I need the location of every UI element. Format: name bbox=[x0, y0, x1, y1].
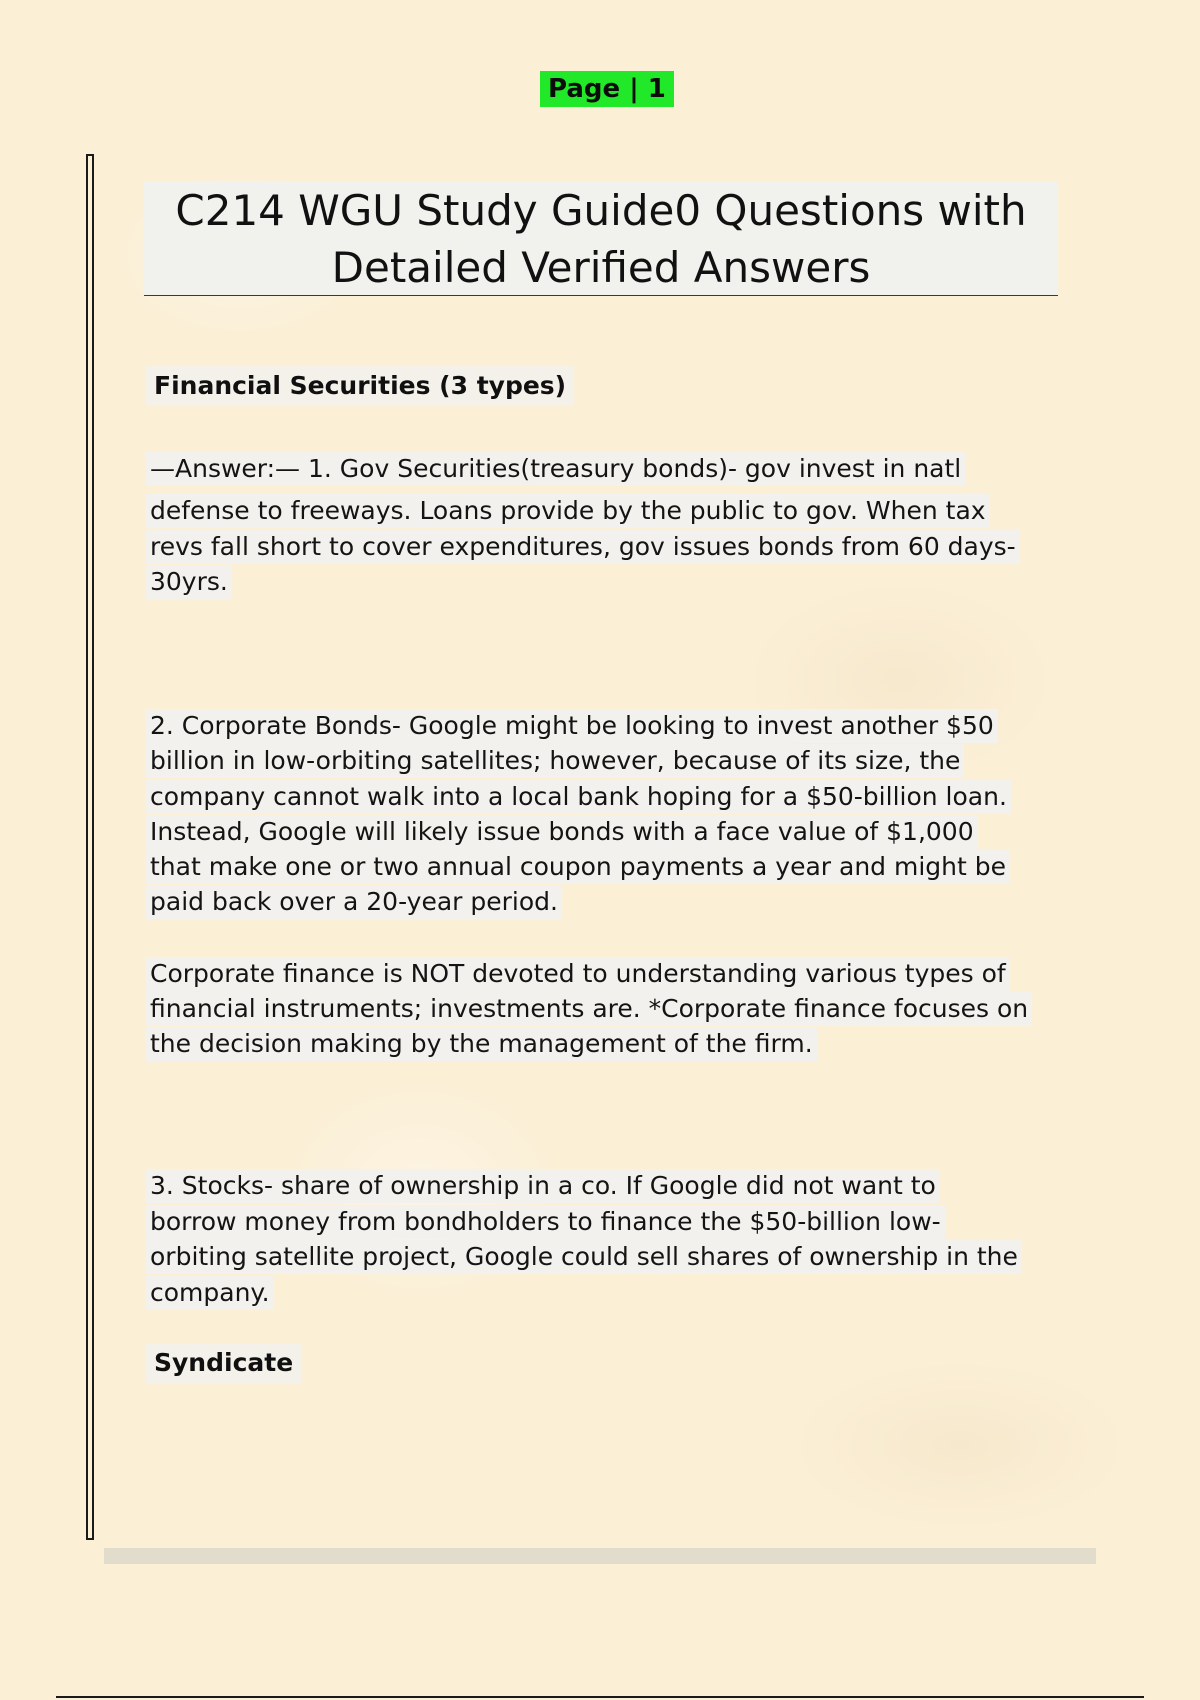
answer-line: financial instruments; investments are. *Corporate finance focuses on bbox=[146, 992, 1032, 1026]
answer-line: Corporate finance is NOT devoted to understanding various types of bbox=[146, 957, 1010, 991]
answer-line: Instead, Google will likely issue bonds with a face value of $1,000 bbox=[146, 815, 978, 849]
answer-line: that make one or two annual coupon payments a year and might be bbox=[146, 850, 1010, 884]
title-line: Detailed Verified Answers bbox=[331, 243, 871, 292]
answer-line: billion in low-orbiting satellites; however, because of its size, the bbox=[146, 744, 964, 778]
page-number: Page | 1 bbox=[540, 71, 674, 107]
answer-line: 3. Stocks- share of ownership in a co. If Google did not want to bbox=[146, 1169, 940, 1203]
left-border-rule bbox=[86, 154, 94, 1540]
answer-line: —Answer:— 1. Gov Securities(treasury bonds)- gov invest in natl bbox=[146, 452, 965, 486]
question-label: Syndicate bbox=[146, 1343, 301, 1383]
answer-line: defense to freeways. Loans provide by the public to gov. When tax bbox=[146, 494, 990, 528]
footer-band bbox=[104, 1548, 1096, 1564]
answer-line: borrow money from bondholders to finance the $50-billion low- bbox=[146, 1205, 945, 1239]
answer-line: the decision making by the management of the firm. bbox=[146, 1027, 817, 1061]
answer-line: 30yrs. bbox=[146, 565, 232, 599]
document-title bbox=[144, 182, 1058, 296]
answer-line: 2. Corporate Bonds- Google might be looking to invest another $50 bbox=[146, 709, 998, 743]
answer-line: company. bbox=[146, 1276, 274, 1310]
bottom-rule bbox=[56, 1696, 1144, 1698]
answer-line: paid back over a 20-year period. bbox=[146, 885, 562, 919]
answer-line: revs fall short to cover expenditures, gov issues bonds from 60 days- bbox=[146, 530, 1020, 564]
answer-line: company cannot walk into a local bank hoping for a $50-billion loan. bbox=[146, 780, 1011, 814]
question-label: Financial Securities (3 types) bbox=[146, 366, 574, 406]
answer-line: orbiting satellite project, Google could sell shares of ownership in the bbox=[146, 1240, 1022, 1274]
title-line: C214 WGU Study Guide0 Questions with bbox=[175, 186, 1027, 235]
